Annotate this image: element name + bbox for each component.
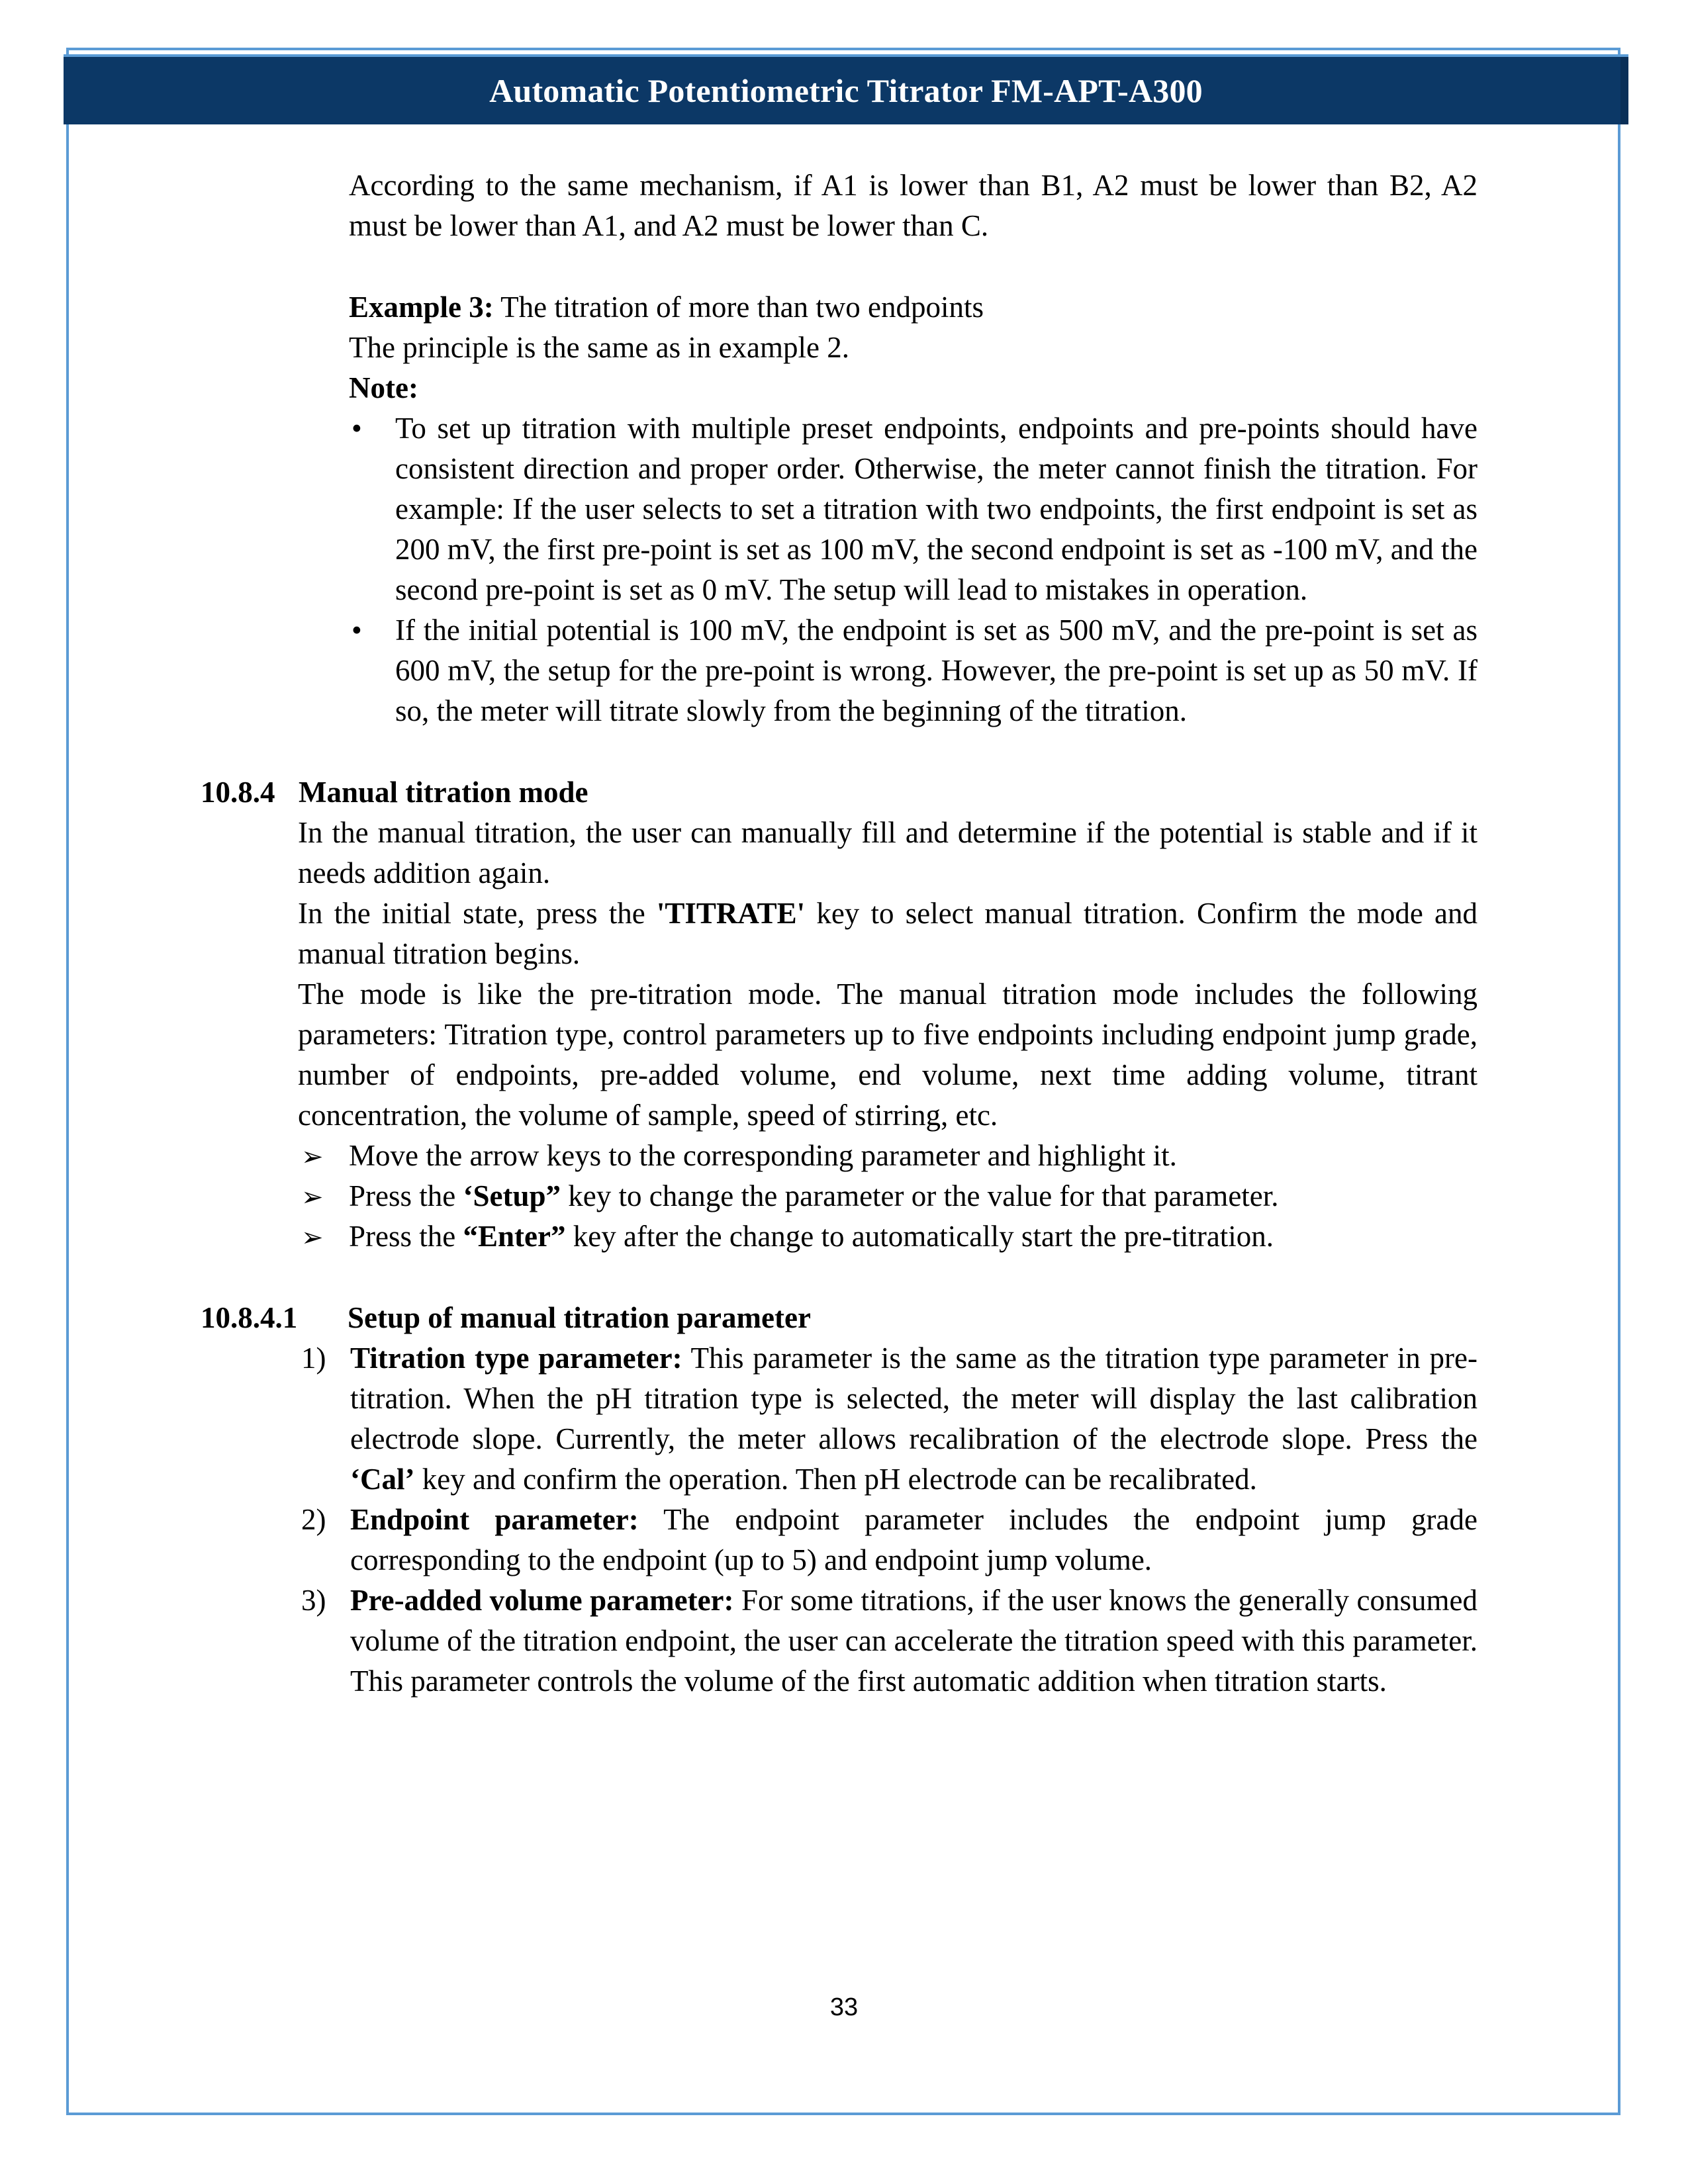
example3-label: Example 3: [349,291,494,324]
example3-text: The titration of more than two endpoints [493,291,984,324]
header-right-shadow [1620,57,1628,124]
example3-line [349,287,1477,328]
note-label-text: Note: [349,371,418,404]
section-number: 10.8.4.1 [201,1301,298,1334]
list-item [301,1500,1477,1580]
titrate-key: 'TITRATE' [656,897,806,930]
list-item [301,1136,1477,1176]
note-label [349,368,1477,408]
section-title: Setup of manual titration parameter [348,1301,811,1334]
numbered-parameter-list [0,1338,1688,1702]
arrow-bullet-icon: ➢ [301,1142,324,1171]
spacer [0,1257,1688,1298]
intro-paragraph: According to the same mechanism, if A1 is lower than B1, A2 must be lower than B2, A2 must be lower than A1, and A2 must be lower than C. [349,169,1477,242]
disc-bullet-icon: • [352,614,362,647]
list-item [349,610,1477,731]
cal-key: ‘Cal’ [350,1463,415,1496]
section-1084-paragraph-2 [298,893,1477,974]
section-heading-10-8-4-1 [201,1298,1688,1338]
item-text-a: For some titrations, if the user knows the generally consumed volume of the titration endpoint, the user can accelerate the titration speed with this parameter. This parameter controls the volume of the first automatic addition when titration starts. [350,1584,1477,1698]
item-text-a: The endpoint parameter includes the endpoint jump grade corresponding to the endpoint (up to 5) and endpoint jump volume. [350,1503,1477,1576]
list-item-text: Move the arrow keys to the corresponding parameter and highlight it. [349,1139,1177,1172]
section-title: Manual titration mode [299,776,588,809]
list-item-text-post: key to change the parameter or the value for that parameter. [561,1179,1279,1212]
list-marker: 3) [301,1584,326,1617]
item-text-b: key and confirm the operation. Then pH electrode can be recalibrated. [414,1463,1257,1496]
disc-bullet-icon: • [352,412,362,445]
note-bullet-list [0,408,1688,731]
para2-pre: In the initial state, press the [298,897,657,930]
section-1084-paragraph-3: The mode is like the pre-titration mode. The manual titration mode includes the following parameters: Titration type, control parameters up to five endpoints including endpoint jump grade, number of endpoints, pre-added volume, end volume, next time adding volume, titrant concentration, the volume of sample, speed of stirring, etc. [298,978,1477,1132]
setup-key: ‘Setup” [463,1179,561,1212]
list-item [349,408,1477,610]
list-item-text-pre: Press the [349,1220,463,1253]
section-heading-10-8-4 [201,772,1688,813]
page-header-title: Automatic Potentiometric Titrator FM-APT-A300 [489,72,1203,109]
item-label: Endpoint parameter: [350,1503,639,1536]
item-text-a: This parameter is the same as the titration type parameter in pre-titration. When the pH titration type is selected, the meter will display the last calibration electrode slope. Currently, the meter allows recalibration of the electrode slope. Press the [350,1342,1477,1455]
example3-principle: The principle is the same as in example 2. [349,331,850,364]
list-item-text: To set up titration with multiple preset endpoints, endpoints and pre-points should have consistent direction and proper order. Otherwise, the meter cannot finish the titration. For example: If the user selects to set a titration with two endpoints, the first endpoint is set as 200 mV, the first pre-point is set as 100 mV, the second endpoint is set as -100 mV, and the second pre-point is set as 0 mV. The setup will lead to mistakes in operation. [395,412,1477,606]
list-item-text: If the initial potential is 100 mV, the endpoint is set as 500 mV, and the pre-point is set as 600 mV, the setup for the pre-point is wrong. However, the pre-point is set up as 50 mV. If so, the meter will titrate slowly from the beginning of the titration. [395,614,1477,727]
list-item [301,1176,1477,1216]
item-label: Pre-added volume parameter: [350,1584,734,1617]
item-label: Titration type parameter: [350,1342,682,1375]
list-marker: 2) [301,1503,326,1536]
document-content [0,165,1688,1702]
list-item [301,1216,1477,1257]
arrow-bullet-icon: ➢ [301,1182,324,1212]
section-number: 10.8.4 [201,776,275,809]
list-item-text-pre: Press the [349,1179,463,1212]
page-number: 33 [829,1993,859,2021]
section-1084-paragraph-1: In the manual titration, the user can manually fill and determine if the potential is stable and if it needs addition again. [298,816,1477,889]
page-header-band [64,54,1628,124]
spacer [0,731,1688,772]
spacer [0,246,1688,287]
arrow-bullet-list [0,1136,1688,1257]
list-item [301,1338,1477,1500]
para2-post: key to select manual titration. Confirm the mode and manual titration begins. [298,897,1477,970]
arrow-bullet-icon: ➢ [301,1222,324,1252]
list-item-text-post: key after the change to automatically start the pre-titration. [565,1220,1274,1253]
enter-key: “Enter” [463,1220,566,1253]
list-item [301,1580,1477,1702]
list-marker: 1) [301,1342,326,1375]
